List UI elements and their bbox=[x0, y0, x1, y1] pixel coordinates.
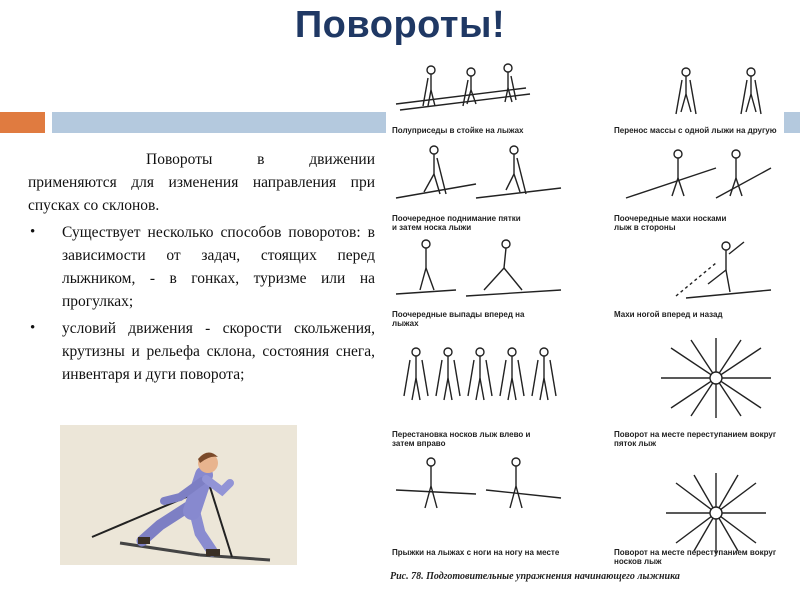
bullet-list bbox=[28, 221, 375, 386]
figure-jumps bbox=[396, 458, 561, 508]
figure-toe-shifts bbox=[404, 348, 556, 400]
caption-3: Поочередное поднимание пятки и затем носка лыжи bbox=[392, 214, 521, 232]
figure-lunges bbox=[396, 240, 561, 296]
figure-toe-swings bbox=[626, 150, 771, 198]
caption-5: Поочередные выпады вперед на лыжах bbox=[392, 310, 525, 328]
bullet-item bbox=[28, 221, 375, 313]
caption-8: Поворот на месте переступанием вокруг пяток лыж bbox=[614, 430, 777, 448]
figure-caption: Рис. 78. Подготовительные упражнения начинающего лыжника bbox=[390, 571, 680, 582]
exercises-figure bbox=[386, 58, 784, 588]
accent-bar-orange bbox=[0, 112, 45, 133]
intro-line1: Повороты в движении bbox=[146, 151, 375, 168]
bullet-text: Существует несколько способов поворотов: в зависимости от задач, стоящих перед лыжником, - в гонках, туризме или на прогулках; bbox=[62, 224, 375, 310]
caption-2: Перенос массы с одной лыжи на другую bbox=[614, 126, 777, 135]
caption-4: Поочередные махи носками лыж в стороны bbox=[614, 214, 727, 232]
slide-title: Повороты! bbox=[294, 4, 506, 46]
bullet-text: условий движения - скорости скольжения, крутизны и рельефа склона, состояния снега, инвентаря и дуги поворота; bbox=[62, 320, 375, 383]
caption-1: Полуприседы в стойке на лыжах bbox=[392, 126, 524, 135]
bullet-item bbox=[28, 317, 375, 386]
figure-turn-around-toes bbox=[666, 473, 766, 553]
figure-turn-around-heels bbox=[661, 338, 771, 418]
caption-9: Прыжки на лыжах с ноги на ногу на месте bbox=[392, 548, 560, 557]
figure-leg-swings bbox=[676, 242, 771, 298]
intro-line2: применяются для изменения направления при спусках со склонов. bbox=[28, 174, 375, 214]
caption-6: Махи ногой вперед и назад bbox=[614, 310, 723, 319]
figure-heel-toe-lift bbox=[396, 146, 561, 198]
bullet-marker: • bbox=[30, 224, 36, 240]
caption-10: Поворот на месте переступанием вокруг носков лыж bbox=[614, 548, 777, 566]
skier-illustration bbox=[60, 425, 297, 565]
figure-weight-shift bbox=[676, 68, 761, 114]
figure-half-squats bbox=[396, 64, 530, 110]
skier-image bbox=[60, 425, 297, 565]
intro-paragraph bbox=[28, 148, 375, 217]
bullet-marker: • bbox=[30, 320, 36, 336]
caption-7: Перестановка носков лыж влево и затем вправо bbox=[392, 430, 531, 448]
main-text bbox=[28, 148, 375, 390]
